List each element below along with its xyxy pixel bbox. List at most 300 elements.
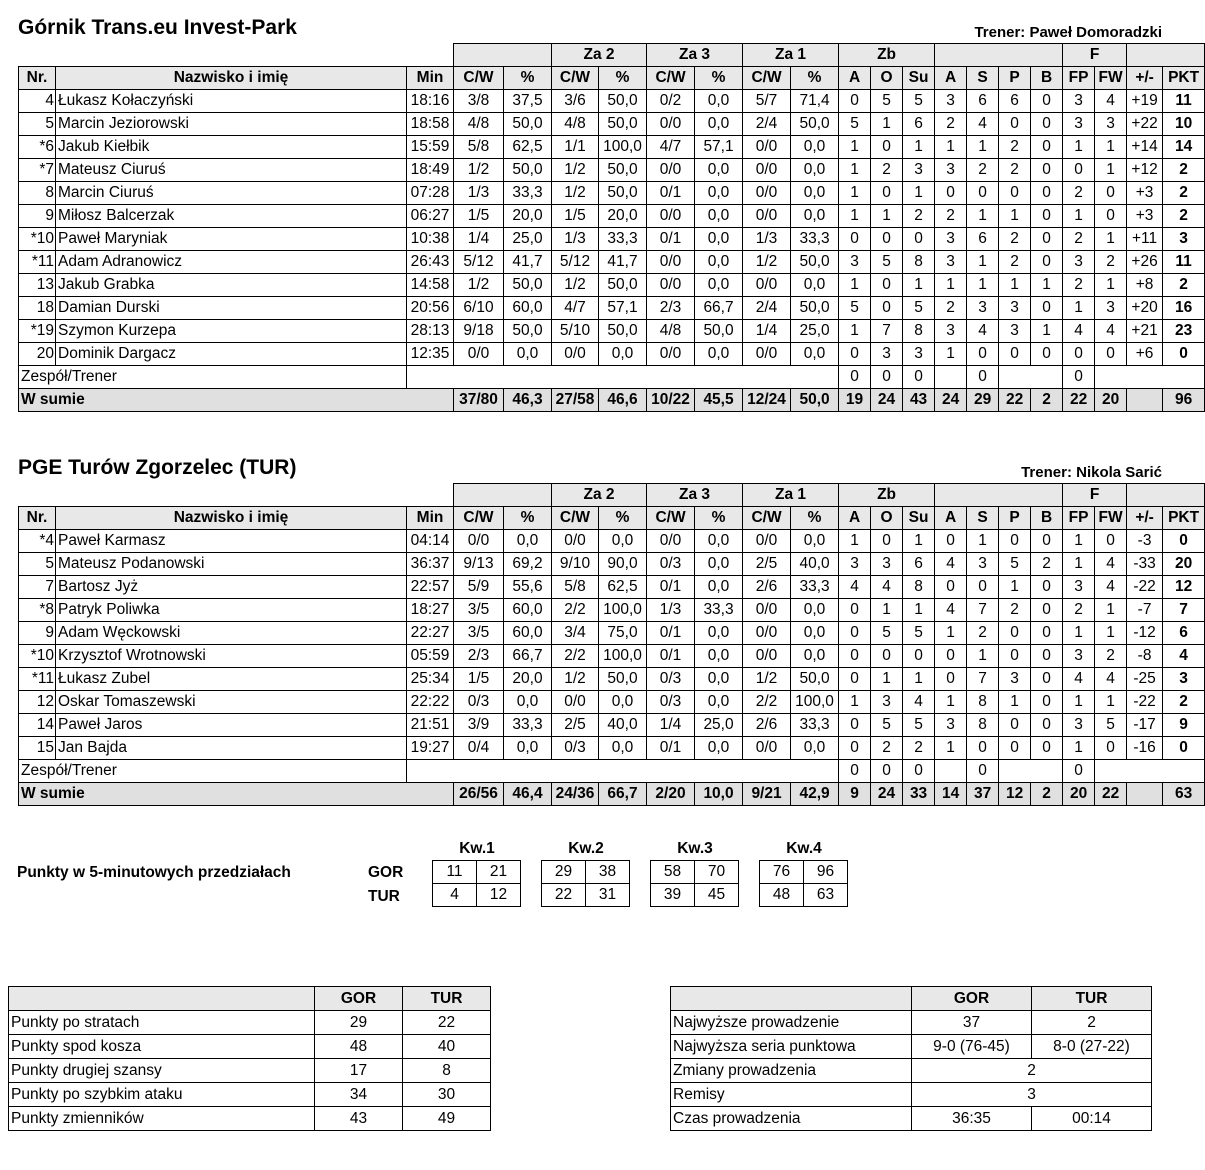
quarter-row-tur: [651, 884, 739, 907]
cell-name: Mateusz Ciuruś: [56, 159, 407, 182]
cell-blocks: 0: [1031, 530, 1063, 553]
cell-ft-pct: 0,0: [791, 205, 839, 228]
cell-assists: 1: [935, 691, 967, 714]
cell-p2-pct: 33,3: [599, 228, 647, 251]
cell-p2-pct: 0,0: [599, 530, 647, 553]
cell-p3-pct: 0,0: [695, 737, 743, 760]
cell-p3-made: 2/3: [647, 297, 695, 320]
cell-points: 2: [1163, 182, 1205, 205]
cell-reb-def: 0: [871, 366, 903, 389]
stats-label: Najwyższe prowadzenie: [671, 1011, 912, 1035]
cell-p3-pct: 33,3: [695, 599, 743, 622]
player-row: [19, 136, 1205, 159]
quarters-label: Punkty w 5-minutowych przedziałach: [17, 864, 291, 881]
header-end-group: [1127, 484, 1205, 507]
cell-blocks: 0: [1031, 645, 1063, 668]
header-blank: [19, 44, 454, 67]
total-p2-pct: 46,6: [599, 389, 647, 412]
cell-fg-pct: 50,0: [504, 113, 552, 136]
col-header-p3-pct: %: [695, 507, 743, 530]
total-fouls-drawn: 20: [1095, 389, 1127, 412]
cell-reb-off: 0: [839, 645, 871, 668]
cell-p2-pct: 50,0: [599, 159, 647, 182]
quarter-score: 11: [433, 861, 477, 884]
cell-plus-minus: -22: [1127, 576, 1163, 599]
cell-p2-made: 5/10: [552, 320, 599, 343]
cell-reb-total: 6: [903, 553, 935, 576]
cell-reb-total: 5: [903, 714, 935, 737]
cell-points: 3: [1163, 668, 1205, 691]
cell-fouls-drawn: 1: [1095, 691, 1127, 714]
cell-reb-off: 0: [839, 228, 871, 251]
team-coach-row: [19, 760, 1205, 783]
cell-fouls-drawn: 4: [1095, 90, 1127, 113]
col-header-p2-made: C/W: [552, 67, 599, 90]
quarter-row-gor: [433, 861, 521, 884]
cell-reb-total: 1: [903, 182, 935, 205]
cell-fg-made: 6/10: [454, 297, 504, 320]
cell-fouls-committed: 1: [1063, 530, 1095, 553]
col-header-assists: A: [935, 67, 967, 90]
cell-reb-total: 1: [903, 274, 935, 297]
cell-p3-pct: 57,1: [695, 136, 743, 159]
total-fg-made: 37/80: [454, 389, 504, 412]
cell-reb-total: 2: [903, 205, 935, 228]
cell-reb-def: 7: [871, 320, 903, 343]
cell-reb-def: 3: [871, 691, 903, 714]
cell-blocks: 0: [1031, 691, 1063, 714]
cell-steals: 1: [967, 645, 999, 668]
cell-plus-minus: -16: [1127, 737, 1163, 760]
cell-reb-off: 1: [839, 691, 871, 714]
cell-fg-made: 5/9: [454, 576, 504, 599]
col-header-p2-pct: %: [599, 67, 647, 90]
cell-min: 22:57: [407, 576, 454, 599]
col-header-reb-def: O: [871, 507, 903, 530]
cell-name: Szymon Kurzepa: [56, 320, 407, 343]
total-fg-pct: 46,3: [504, 389, 552, 412]
stats-row: [671, 1035, 1152, 1059]
cell-reb-total: 8: [903, 320, 935, 343]
cell-points: 2: [1163, 159, 1205, 182]
total-fg-pct: 46,4: [504, 783, 552, 806]
cell-turnovers: 2: [999, 228, 1031, 251]
cell-reb-def: 5: [871, 622, 903, 645]
cell-assists: 2: [935, 297, 967, 320]
cell-p2-pct: 50,0: [599, 182, 647, 205]
cell-min: 18:27: [407, 599, 454, 622]
cell-p3-pct: 0,0: [695, 159, 743, 182]
cell-fouls-drawn: 4: [1095, 320, 1127, 343]
cell-blocks: 0: [1031, 599, 1063, 622]
col-header-turnovers: P: [999, 507, 1031, 530]
cell-fg-made: 3/5: [454, 622, 504, 645]
cell-reb-def: 3: [871, 553, 903, 576]
cell-plus-minus: +3: [1127, 205, 1163, 228]
cell-p2-made: 0/3: [552, 737, 599, 760]
cell-turnovers: 2: [999, 159, 1031, 182]
team-row-label: Zespół/Trener: [19, 366, 407, 389]
quarter-table: [650, 860, 739, 907]
stats-value-gor: 29: [315, 1011, 403, 1035]
stats-header-gor: GOR: [912, 987, 1032, 1011]
cell-steals: 4: [967, 320, 999, 343]
cell-reb-def: 4: [871, 576, 903, 599]
cell-fg-made: 1/5: [454, 668, 504, 691]
cell-empty: [1095, 760, 1205, 783]
total-steals: 29: [967, 389, 999, 412]
total-fouls-committed: 20: [1063, 783, 1095, 806]
cell-reb-def: 1: [871, 205, 903, 228]
col-header-min: Min: [407, 507, 454, 530]
cell-assists: 0: [935, 182, 967, 205]
cell-min: 05:59: [407, 645, 454, 668]
cell-reb-off: 3: [839, 251, 871, 274]
cell-nr: 13: [19, 274, 56, 297]
player-row: [19, 714, 1205, 737]
cell-points: 6: [1163, 622, 1205, 645]
cell-p3-pct: 66,7: [695, 297, 743, 320]
cell-ft-made: 1/2: [743, 251, 791, 274]
cell-assists: 3: [935, 251, 967, 274]
cell-p3-made: 0/3: [647, 553, 695, 576]
cell-turnovers: 6: [999, 90, 1031, 113]
col-header-ft-made: C/W: [743, 507, 791, 530]
stats-value-gor: 17: [315, 1059, 403, 1083]
cell-assists: 1: [935, 274, 967, 297]
cell-p3-pct: 0,0: [695, 668, 743, 691]
cell-min: 21:51: [407, 714, 454, 737]
cell-turnovers: 1: [999, 691, 1031, 714]
cell-p2-pct: 100,0: [599, 645, 647, 668]
cell-blocks: 0: [1031, 182, 1063, 205]
cell-fg-pct: 25,0: [504, 228, 552, 251]
total-fg-made: 26/56: [454, 783, 504, 806]
cell-fouls-drawn: 0: [1095, 530, 1127, 553]
cell-steals: 1: [967, 205, 999, 228]
total-ft-made: 9/21: [743, 783, 791, 806]
cell-p3-made: 0/0: [647, 205, 695, 228]
stats-label: Remisy: [671, 1083, 912, 1107]
cell-p2-made: 2/2: [552, 599, 599, 622]
cell-p2-pct: 41,7: [599, 251, 647, 274]
col-header-p2-made: C/W: [552, 507, 599, 530]
header-fg-group: [454, 44, 552, 67]
cell-blocks: 0: [1031, 205, 1063, 228]
total-reb-def: 24: [871, 783, 903, 806]
header-za1: Za 1: [743, 44, 839, 67]
total-p3-made: 10/22: [647, 389, 695, 412]
cell-ft-pct: 33,3: [791, 228, 839, 251]
cell-reb-def: 0: [871, 182, 903, 205]
cell-p2-made: 9/10: [552, 553, 599, 576]
cell-nr: *8: [19, 599, 56, 622]
totals-label: W sumie: [19, 783, 454, 806]
cell-points: 4: [1163, 645, 1205, 668]
cell-assists: 3: [935, 228, 967, 251]
col-header-fg-made: C/W: [454, 67, 504, 90]
cell-ft-made: 5/7: [743, 90, 791, 113]
cell-blocks: 0: [1031, 297, 1063, 320]
cell-nr: *10: [19, 228, 56, 251]
col-header-nr: Nr.: [19, 67, 56, 90]
cell-fouls-committed: 3: [1063, 113, 1095, 136]
cell-plus-minus: +3: [1127, 182, 1163, 205]
cell-reb-def: 0: [871, 760, 903, 783]
total-turnovers: 22: [999, 389, 1031, 412]
cell-fouls-committed: 1: [1063, 136, 1095, 159]
quarter-row-tur: [542, 884, 630, 907]
cell-fouls-committed: 3: [1063, 645, 1095, 668]
cell-name: Krzysztof Wrotnowski: [56, 645, 407, 668]
cell-min: 19:27: [407, 737, 454, 760]
stats-row: [671, 1083, 1152, 1107]
cell-p2-made: 4/7: [552, 297, 599, 320]
cell-ft-pct: 0,0: [791, 343, 839, 366]
cell-fg-made: 1/5: [454, 205, 504, 228]
cell-points: 2: [1163, 274, 1205, 297]
cell-p3-pct: 0,0: [695, 691, 743, 714]
cell-name: Adam Adranowicz: [56, 251, 407, 274]
quarter-score: 63: [804, 884, 848, 907]
player-row: [19, 297, 1205, 320]
cell-nr: *6: [19, 136, 56, 159]
cell-ft-pct: 50,0: [791, 297, 839, 320]
cell-p3-pct: 0,0: [695, 113, 743, 136]
cell-p2-pct: 50,0: [599, 320, 647, 343]
total-steals: 37: [967, 783, 999, 806]
cell-fg-made: 0/0: [454, 530, 504, 553]
cell-blocks: 0: [1031, 136, 1063, 159]
cell-ft-pct: 25,0: [791, 320, 839, 343]
cell-ft-made: 0/0: [743, 622, 791, 645]
cell-empty: [999, 366, 1063, 389]
cell-reb-off: 0: [839, 90, 871, 113]
header-za2: Za 2: [552, 44, 647, 67]
quarter-score: 31: [586, 884, 630, 907]
cell-fg-pct: 41,7: [504, 251, 552, 274]
cell-p2-pct: 75,0: [599, 622, 647, 645]
cell-steals: 7: [967, 599, 999, 622]
stats-value-gor: 36:35: [912, 1107, 1032, 1131]
cell-steals: 7: [967, 668, 999, 691]
cell-reb-def: 5: [871, 90, 903, 113]
cell-name: Łukasz Kołaczyński: [56, 90, 407, 113]
cell-fouls-drawn: 1: [1095, 159, 1127, 182]
cell-assists: 1: [935, 343, 967, 366]
cell-ft-pct: 71,4: [791, 90, 839, 113]
cell-blocks: 0: [1031, 622, 1063, 645]
cell-reb-total: 3: [903, 159, 935, 182]
cell-turnovers: 3: [999, 297, 1031, 320]
cell-ft-pct: 0,0: [791, 645, 839, 668]
cell-points: 16: [1163, 297, 1205, 320]
cell-points: 3: [1163, 228, 1205, 251]
cell-fouls-committed: 1: [1063, 691, 1095, 714]
cell-reb-def: 0: [871, 645, 903, 668]
cell-plus-minus: -8: [1127, 645, 1163, 668]
cell-assists: 1: [935, 737, 967, 760]
cell-reb-off: 0: [839, 714, 871, 737]
cell-reb-total: 4: [903, 691, 935, 714]
stats-label: Najwyższa seria punktowa: [671, 1035, 912, 1059]
total-reb-off: 19: [839, 389, 871, 412]
cell-fg-pct: 50,0: [504, 274, 552, 297]
cell-assists: 4: [935, 599, 967, 622]
cell-empty: [935, 760, 967, 783]
cell-reb-def: 1: [871, 599, 903, 622]
total-ft-pct: 42,9: [791, 783, 839, 806]
team2-name: PGE Turów Zgorzelec (TUR): [18, 456, 297, 479]
header-columns-row: [19, 67, 1205, 90]
col-header-ft-pct: %: [791, 67, 839, 90]
cell-plus-minus: +8: [1127, 274, 1163, 297]
cell-turnovers: 1: [999, 274, 1031, 297]
cell-p2-made: 3/4: [552, 622, 599, 645]
cell-p2-made: 1/5: [552, 205, 599, 228]
cell-ft-made: 1/4: [743, 320, 791, 343]
cell-ft-made: 0/0: [743, 599, 791, 622]
cell-p2-pct: 62,5: [599, 576, 647, 599]
cell-steals: 0: [967, 576, 999, 599]
stats-value-gor: 34: [315, 1083, 403, 1107]
cell-reb-off: 1: [839, 530, 871, 553]
header-zb: Zb: [839, 44, 935, 67]
quarter-score: 39: [651, 884, 695, 907]
total-p2-made: 24/36: [552, 783, 599, 806]
cell-reb-total: 1: [903, 136, 935, 159]
stats-label: Punkty drugiej szansy: [9, 1059, 315, 1083]
cell-blocks: 0: [1031, 668, 1063, 691]
cell-nr: 12: [19, 691, 56, 714]
cell-min: 26:43: [407, 251, 454, 274]
cell-p2-pct: 0,0: [599, 691, 647, 714]
quarters-team2: TUR: [368, 888, 400, 905]
cell-blocks: 1: [1031, 320, 1063, 343]
cell-reb-total: 5: [903, 622, 935, 645]
cell-ft-made: 0/0: [743, 182, 791, 205]
cell-plus-minus: -22: [1127, 691, 1163, 714]
stats-left-table: [8, 986, 491, 1131]
player-row: [19, 622, 1205, 645]
cell-assists: 3: [935, 320, 967, 343]
cell-fouls-drawn: 4: [1095, 553, 1127, 576]
cell-fg-pct: 60,0: [504, 599, 552, 622]
total-ft-pct: 50,0: [791, 389, 839, 412]
cell-fouls-committed: 2: [1063, 228, 1095, 251]
cell-reb-total: 5: [903, 90, 935, 113]
quarter-row-gor: [760, 861, 848, 884]
cell-min: 12:35: [407, 343, 454, 366]
stats-row: [671, 1059, 1152, 1083]
player-row: [19, 274, 1205, 297]
cell-reb-def: 0: [871, 297, 903, 320]
cell-p3-pct: 0,0: [695, 205, 743, 228]
cell-steals: 0: [967, 760, 999, 783]
cell-plus-minus: +6: [1127, 343, 1163, 366]
cell-reb-total: 1: [903, 668, 935, 691]
stats-value-gor: 9-0 (76-45): [912, 1035, 1032, 1059]
cell-name: Mateusz Podanowski: [56, 553, 407, 576]
cell-p2-pct: 57,1: [599, 297, 647, 320]
stats-value-gor: 43: [315, 1107, 403, 1131]
cell-fg-made: 9/13: [454, 553, 504, 576]
cell-p3-made: 0/3: [647, 691, 695, 714]
cell-name: Dominik Dargacz: [56, 343, 407, 366]
header-za1: Za 1: [743, 484, 839, 507]
cell-assists: 0: [935, 576, 967, 599]
cell-fg-pct: 0,0: [504, 343, 552, 366]
stats-row: [9, 1035, 491, 1059]
cell-steals: 6: [967, 228, 999, 251]
quarter-score: 12: [477, 884, 521, 907]
cell-ft-made: 1/2: [743, 668, 791, 691]
cell-fouls-drawn: 5: [1095, 714, 1127, 737]
cell-turnovers: 0: [999, 622, 1031, 645]
cell-fouls-committed: 1: [1063, 297, 1095, 320]
cell-ft-pct: 0,0: [791, 622, 839, 645]
stats-value-tur: 2: [1032, 1011, 1152, 1035]
cell-fouls-committed: 1: [1063, 737, 1095, 760]
cell-assists: 0: [935, 668, 967, 691]
cell-nr: 7: [19, 576, 56, 599]
stats-header-row: [671, 987, 1152, 1011]
cell-blocks: 1: [1031, 274, 1063, 297]
cell-min: 10:38: [407, 228, 454, 251]
quarter-row-gor: [542, 861, 630, 884]
cell-fg-pct: 33,3: [504, 714, 552, 737]
cell-steals: 8: [967, 714, 999, 737]
player-row: [19, 205, 1205, 228]
cell-fg-made: 1/3: [454, 182, 504, 205]
cell-p3-pct: 0,0: [695, 90, 743, 113]
player-row: [19, 113, 1205, 136]
col-header-fouls-committed: FP: [1063, 507, 1095, 530]
cell-plus-minus: +14: [1127, 136, 1163, 159]
player-row: [19, 530, 1205, 553]
cell-plus-minus: +11: [1127, 228, 1163, 251]
cell-plus-minus: -33: [1127, 553, 1163, 576]
cell-nr: 15: [19, 737, 56, 760]
cell-p3-pct: 0,0: [695, 576, 743, 599]
total-points: 96: [1163, 389, 1205, 412]
cell-p3-made: 0/1: [647, 182, 695, 205]
cell-empty: [407, 760, 839, 783]
col-header-p3-made: C/W: [647, 507, 695, 530]
stats-header-tur: TUR: [1032, 987, 1152, 1011]
stats-label: Punkty po szybkim ataku: [9, 1083, 315, 1107]
cell-ft-pct: 0,0: [791, 599, 839, 622]
cell-fouls-committed: 2: [1063, 182, 1095, 205]
cell-p2-made: 0/0: [552, 530, 599, 553]
cell-p3-pct: 0,0: [695, 228, 743, 251]
cell-reb-total: 2: [903, 737, 935, 760]
cell-fouls-committed: 1: [1063, 622, 1095, 645]
cell-empty: [935, 366, 967, 389]
cell-p2-made: 1/1: [552, 136, 599, 159]
cell-points: 11: [1163, 251, 1205, 274]
cell-fg-made: 2/3: [454, 645, 504, 668]
cell-fg-made: 1/2: [454, 274, 504, 297]
col-header-plus-minus: +/-: [1127, 507, 1163, 530]
cell-fouls-drawn: 0: [1095, 205, 1127, 228]
cell-p3-pct: 0,0: [695, 182, 743, 205]
cell-p2-made: 1/2: [552, 182, 599, 205]
quarter-score: 38: [586, 861, 630, 884]
cell-fouls-drawn: 1: [1095, 599, 1127, 622]
cell-p2-made: 1/2: [552, 159, 599, 182]
stats-value-gor: 37: [912, 1011, 1032, 1035]
